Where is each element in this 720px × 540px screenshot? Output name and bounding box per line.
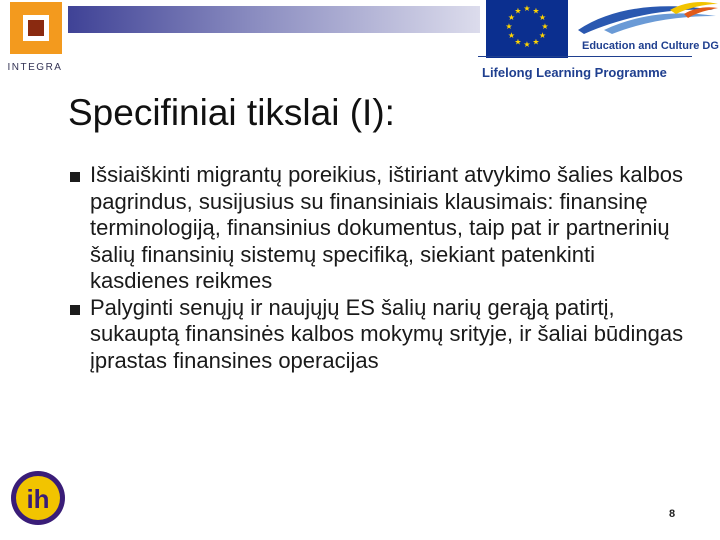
- svg-text:★: ★: [523, 4, 531, 13]
- integra-square-icon: [10, 2, 62, 54]
- bullet-text: Išsiaiškinti migrantų poreikius, ištiriant atvykimo šalies kalbos pagrindus, susijusius su finansiniais klausimais: finansinę terminologiją, finansinius dokumentus, taip pat ir partnerinių šalių finansinių sistemų specifiką, siekiant patenkinti kasdienes reikmes: [90, 162, 683, 293]
- slide-title: Specifiniai tikslai (I):: [68, 92, 395, 133]
- svg-text:★: ★: [532, 37, 540, 47]
- square-bullet-icon: [70, 172, 80, 182]
- svg-text:★: ★: [514, 6, 522, 16]
- header-gradient-bar: [68, 6, 480, 33]
- svg-text:★: ★: [507, 31, 516, 40]
- svg-text:★: ★: [523, 40, 531, 49]
- llp-swoosh-icon: [574, 0, 720, 40]
- svg-text:★: ★: [514, 37, 522, 47]
- integra-logo-text: INTEGRA: [7, 62, 63, 73]
- square-bullet-icon: [70, 305, 80, 315]
- bullet-list: [64, 162, 704, 374]
- programme-line-1: Education and Culture DG: [582, 40, 719, 52]
- integra-logo: [4, 2, 66, 76]
- svg-text:★: ★: [538, 31, 547, 40]
- svg-text:★: ★: [538, 13, 547, 22]
- ih-logo: [10, 470, 66, 526]
- bullet-item: [64, 162, 704, 295]
- svg-text:★: ★: [532, 6, 540, 16]
- programme-divider: [478, 56, 692, 57]
- svg-text:★: ★: [507, 13, 516, 22]
- page-number: 8: [668, 508, 676, 520]
- programme-line-2: Lifelong Learning Programme: [482, 65, 667, 80]
- bullet-text: Palyginti senųjų ir naujųjų ES šalių narių gerąją patirtį, sukauptą finansinės kalbos mokymų srityje, ir šaliai būdingas įprastas finansines operacijas: [90, 294, 684, 373]
- bullet-item: [64, 295, 704, 375]
- svg-text:★: ★: [541, 22, 549, 31]
- eu-flag-logo: [486, 0, 568, 58]
- eu-stars-icon: [486, 0, 568, 58]
- ih-logo-text: ih: [26, 484, 50, 514]
- svg-text:★: ★: [505, 22, 513, 31]
